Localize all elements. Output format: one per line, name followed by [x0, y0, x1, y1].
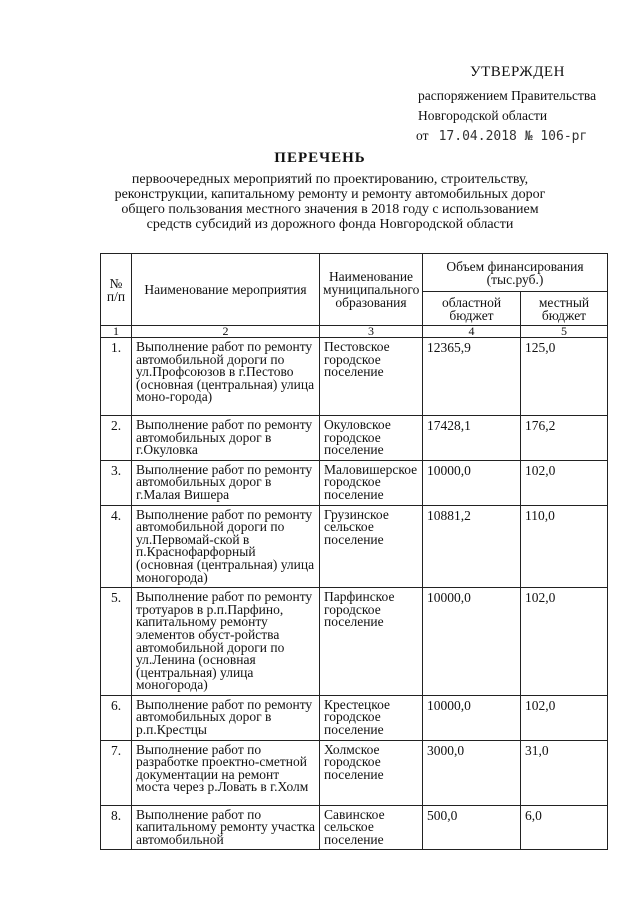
approval-date-line: [416, 126, 616, 147]
row-municipality: Савинское сельское поселение: [320, 805, 423, 850]
row-no: 6.: [101, 695, 132, 740]
document-subtitle: первоочередных мероприятий по проектированию, строительству, реконструкции, капитальному ремонту и ремонту автомобильных дорог общего пользования местного значения в 2018 году с использованием средств субсидий из дорожного фонда Новгородской области: [114, 172, 546, 232]
row-no: 1.: [101, 338, 132, 416]
row-regional: 10000,0: [423, 460, 521, 505]
row-local: 31,0: [521, 740, 608, 805]
row-regional: 10000,0: [423, 695, 521, 740]
column-number: 3: [320, 326, 423, 338]
table-row: [101, 505, 608, 588]
row-name: Выполнение работ по капитальному ремонту участка автомобильной: [132, 805, 320, 850]
row-no: 5.: [101, 588, 132, 696]
row-local: 125,0: [521, 338, 608, 416]
approval-block: [418, 62, 618, 147]
table-row: [101, 805, 608, 850]
row-regional: 17428,1: [423, 416, 521, 461]
row-local: 110,0: [521, 505, 608, 588]
row-regional: 10881,2: [423, 505, 521, 588]
row-municipality: Крестецкое городское поселение: [320, 695, 423, 740]
column-number: 1: [101, 326, 132, 338]
row-municipality: Парфинское городское поселение: [320, 588, 423, 696]
row-local: 102,0: [521, 588, 608, 696]
row-local: 102,0: [521, 695, 608, 740]
column-number: 4: [423, 326, 521, 338]
table-row: [101, 416, 608, 461]
approval-line-1: распоряжением Правительства: [418, 88, 597, 103]
row-municipality: Холмское городское поселение: [320, 740, 423, 805]
table-row: [101, 588, 608, 696]
row-no: 2.: [101, 416, 132, 461]
column-numbers-row: [101, 326, 608, 338]
row-regional: 500,0: [423, 805, 521, 850]
row-regional: 12365,9: [423, 338, 521, 416]
row-local: 102,0: [521, 460, 608, 505]
row-name: Выполнение работ по ремонту автомобильной дороги по ул.Первомай-ской в п.Краснофарфорный (основная (центральная) улица моногорода): [132, 505, 320, 588]
row-name: Выполнение работ по ремонту автомобильной дороги по ул.Профсоюзов в г.Пестово (основная (центральная) улица моно-города): [132, 338, 320, 416]
table-row: [101, 338, 608, 416]
approval-heading: УТВЕРЖДЕН: [470, 64, 565, 80]
document-title: ПЕРЕЧЕНЬ: [274, 150, 366, 166]
row-no: 4.: [101, 505, 132, 588]
row-regional: 10000,0: [423, 588, 521, 696]
measures-table: [100, 253, 608, 850]
row-local: 176,2: [521, 416, 608, 461]
row-local: 6,0: [521, 805, 608, 850]
row-name: Выполнение работ по ремонту автомобильных дорог в г.Окуловка: [132, 416, 320, 461]
column-number: 2: [132, 326, 320, 338]
header-funding: Объем финансирования (тыс.руб.): [423, 254, 608, 292]
row-name: Выполнение работ по разработке проектно-сметной документации на ремонт моста через р.Ловать в г.Холм: [132, 740, 320, 805]
row-municipality: Грузинское сельское поселение: [320, 505, 423, 588]
row-municipality: Пестовское городское поселение: [320, 338, 423, 416]
row-municipality: Маловишерское городское поселение: [320, 460, 423, 505]
table-row: [101, 460, 608, 505]
row-no: 3.: [101, 460, 132, 505]
row-no: 8.: [101, 805, 132, 850]
row-name: Выполнение работ по ремонту автомобильных дорог в р.п.Крестцы: [132, 695, 320, 740]
table-row: [101, 740, 608, 805]
header-local: местный бюджет: [521, 292, 608, 326]
header-municipality: Наименование муниципального образования: [320, 254, 423, 326]
header-no: № п/п: [101, 254, 132, 326]
column-number: 5: [521, 326, 608, 338]
row-name: Выполнение работ по ремонту тротуаров в р.п.Парфино, капитальному ремонту элементов обуст-ройства автомобильной дороги по ул.Ленина (основная (центральная) улица моногорода): [132, 588, 320, 696]
row-no: 7.: [101, 740, 132, 805]
table-row: [101, 695, 608, 740]
header-name: Наименование мероприятия: [132, 254, 320, 326]
row-regional: 3000,0: [423, 740, 521, 805]
approval-date-prefix: от: [416, 128, 429, 143]
row-name: Выполнение работ по ремонту автомобильных дорог в г.Малая Вишера: [132, 460, 320, 505]
row-municipality: Окуловское городское поселение: [320, 416, 423, 461]
approval-line-2: Новгородской области: [418, 108, 548, 123]
approval-date-value: 17.04.2018 № 106-рг: [438, 129, 588, 144]
header-regional: областной бюджет: [423, 292, 521, 326]
